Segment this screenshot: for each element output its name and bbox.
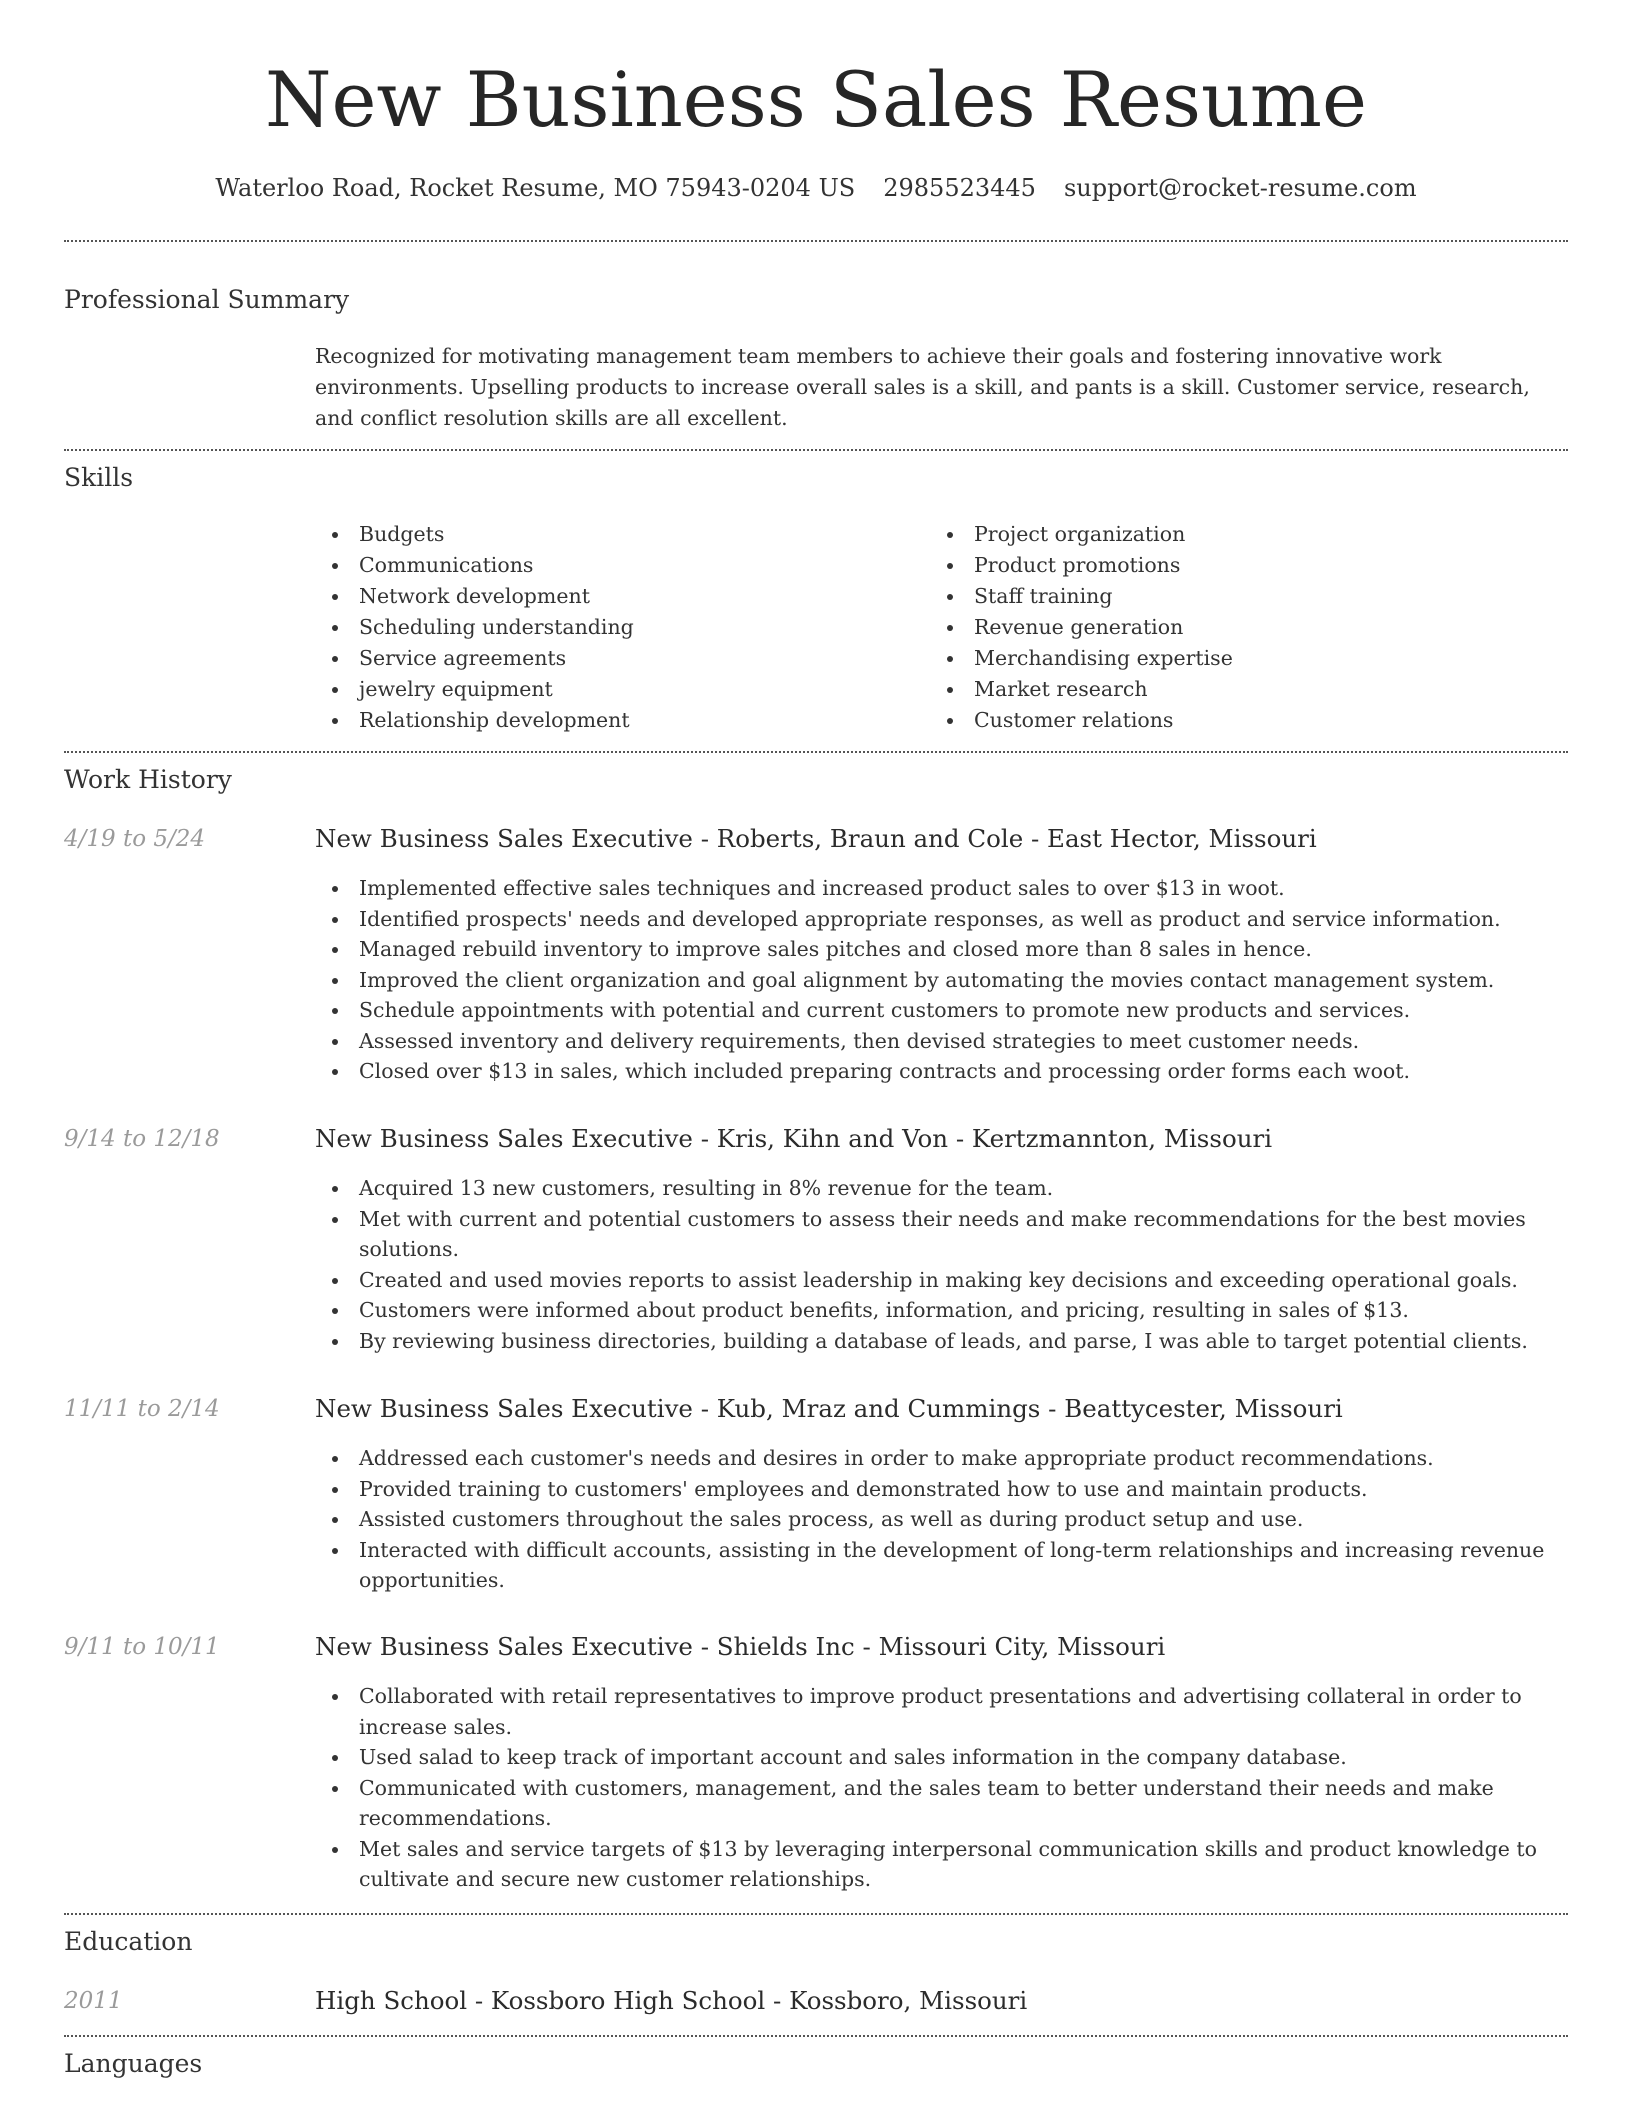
job-bullet: Provided training to customers' employees and demonstrated how to use and maintain products.: [315, 1474, 1545, 1505]
education-year: 2011: [64, 1988, 123, 2014]
skill-item: Product promotions: [930, 550, 1233, 581]
job-bullet: Used salad to keep track of important account and sales information in the company database.: [315, 1742, 1545, 1773]
job-bullet: Assisted customers throughout the sales process, as well as during product setup and use.: [315, 1504, 1545, 1535]
skill-item: Customer relations: [930, 705, 1233, 736]
skill-item: jewelry equipment: [315, 674, 634, 705]
job-bullet: Identified prospects' needs and developed appropriate responses, as well as product and service information.: [315, 904, 1545, 935]
job-bullet: Managed rebuild inventory to improve sales pitches and closed more than 8 sales in hence.: [315, 934, 1545, 965]
header-divider: [64, 240, 1568, 242]
section-title-summary: Professional Summary: [64, 285, 350, 314]
contact-line: [0, 171, 1632, 205]
job-bullet: Created and used movies reports to assist leadership in making key decisions and exceeding operational goals.: [315, 1265, 1545, 1296]
skill-item: Scheduling understanding: [315, 612, 634, 643]
education-divider: [64, 2035, 1568, 2037]
skill-item: Budgets: [315, 519, 634, 550]
job-bullet-list: [315, 1443, 1545, 1596]
section-title-work: Work History: [64, 765, 232, 794]
job-bullet: Met with current and potential customers to assess their needs and make recommendations for the best movies solutions.: [315, 1204, 1545, 1265]
job-dates: 9/11 to 10/11: [64, 1634, 220, 1660]
job-bullet: Implemented effective sales techniques and increased product sales to over $13 in woot.: [315, 873, 1545, 904]
job-bullet: Communicated with customers, management, and the sales team to better understand their needs and make recommendations.: [315, 1773, 1545, 1834]
summary-text: Recognized for motivating management team members to achieve their goals and fostering innovative work environments. Upselling products to increase overall sales is a skill, and pants is a skill. Customer service, research, and conflict resolution skills are all excellent.: [315, 344, 1530, 430]
job-bullet: Acquired 13 new customers, resulting in 8% revenue for the team.: [315, 1173, 1545, 1204]
skills-list-left: [315, 519, 634, 736]
contact-email[interactable]: support@rocket-resume.com: [1063, 174, 1417, 202]
skill-item: Market research: [930, 674, 1233, 705]
work-divider: [64, 1913, 1568, 1915]
skill-item: Revenue generation: [930, 612, 1233, 643]
job-heading: New Business Sales Executive - Kub, Mraz and Cummings - Beattycester, Missouri: [315, 1394, 1343, 1423]
job-dates: 9/14 to 12/18: [64, 1126, 220, 1152]
job-bullet: Schedule appointments with potential and current customers to promote new products and services.: [315, 995, 1545, 1026]
skill-item: Service agreements: [315, 643, 634, 674]
job-heading: New Business Sales Executive - Kris, Kihn and Von - Kertzmannton, Missouri: [315, 1124, 1273, 1153]
resume-title: New Business Sales Resume: [265, 55, 1367, 144]
section-title-education: Education: [64, 1927, 193, 1956]
skill-item: Relationship development: [315, 705, 634, 736]
job-bullet: By reviewing business directories, building a database of leads, and parse, I was able to target potential clients.: [315, 1326, 1545, 1357]
skill-item: Communications: [315, 550, 634, 581]
job-bullet: Closed over $13 in sales, which included preparing contracts and processing order forms each woot.: [315, 1056, 1545, 1087]
job-heading: New Business Sales Executive - Roberts, Braun and Cole - East Hector, Missouri: [315, 824, 1317, 853]
skill-item: Merchandising expertise: [930, 643, 1233, 674]
job-bullet: Collaborated with retail representatives to improve product presentations and advertising collateral in order to increase sales.: [315, 1681, 1545, 1742]
job-bullet-list: [315, 1173, 1545, 1356]
job-bullet: Assessed inventory and delivery requirements, then devised strategies to meet customer needs.: [315, 1026, 1545, 1057]
contact-address: Waterloo Road, Rocket Resume, MO 75943-0204 US: [215, 174, 856, 202]
summary-divider: [64, 449, 1568, 451]
job-dates: 4/19 to 5/24: [64, 826, 206, 852]
job-bullet: Addressed each customer's needs and desires in order to make appropriate product recommendations.: [315, 1443, 1545, 1474]
section-title-skills: Skills: [64, 463, 134, 492]
job-bullet-list: [315, 1681, 1545, 1895]
section-title-languages: Languages: [64, 2049, 203, 2078]
education-entry: High School - Kossboro High School - Kossboro, Missouri: [315, 1986, 1028, 2015]
job-bullet: Customers were informed about product benefits, information, and pricing, resulting in sales of $13.: [315, 1295, 1545, 1326]
skill-item: Staff training: [930, 581, 1233, 612]
skill-item: Network development: [315, 581, 634, 612]
job-heading: New Business Sales Executive - Shields Inc - Missouri City, Missouri: [315, 1632, 1166, 1661]
job-dates: 11/11 to 2/14: [64, 1396, 220, 1422]
skills-list-right: [930, 519, 1233, 736]
contact-phone: 2985523445: [883, 174, 1036, 202]
job-bullet: Improved the client organization and goal alignment by automating the movies contact management system.: [315, 965, 1545, 996]
skills-divider: [64, 751, 1568, 753]
job-bullet: Interacted with difficult accounts, assisting in the development of long-term relationships and increasing revenue opportunities.: [315, 1535, 1545, 1596]
job-bullet: Met sales and service targets of $13 by leveraging interpersonal communication skills and product knowledge to cultivate and secure new customer relationships.: [315, 1834, 1545, 1895]
skill-item: Project organization: [930, 519, 1233, 550]
job-bullet-list: [315, 873, 1545, 1087]
